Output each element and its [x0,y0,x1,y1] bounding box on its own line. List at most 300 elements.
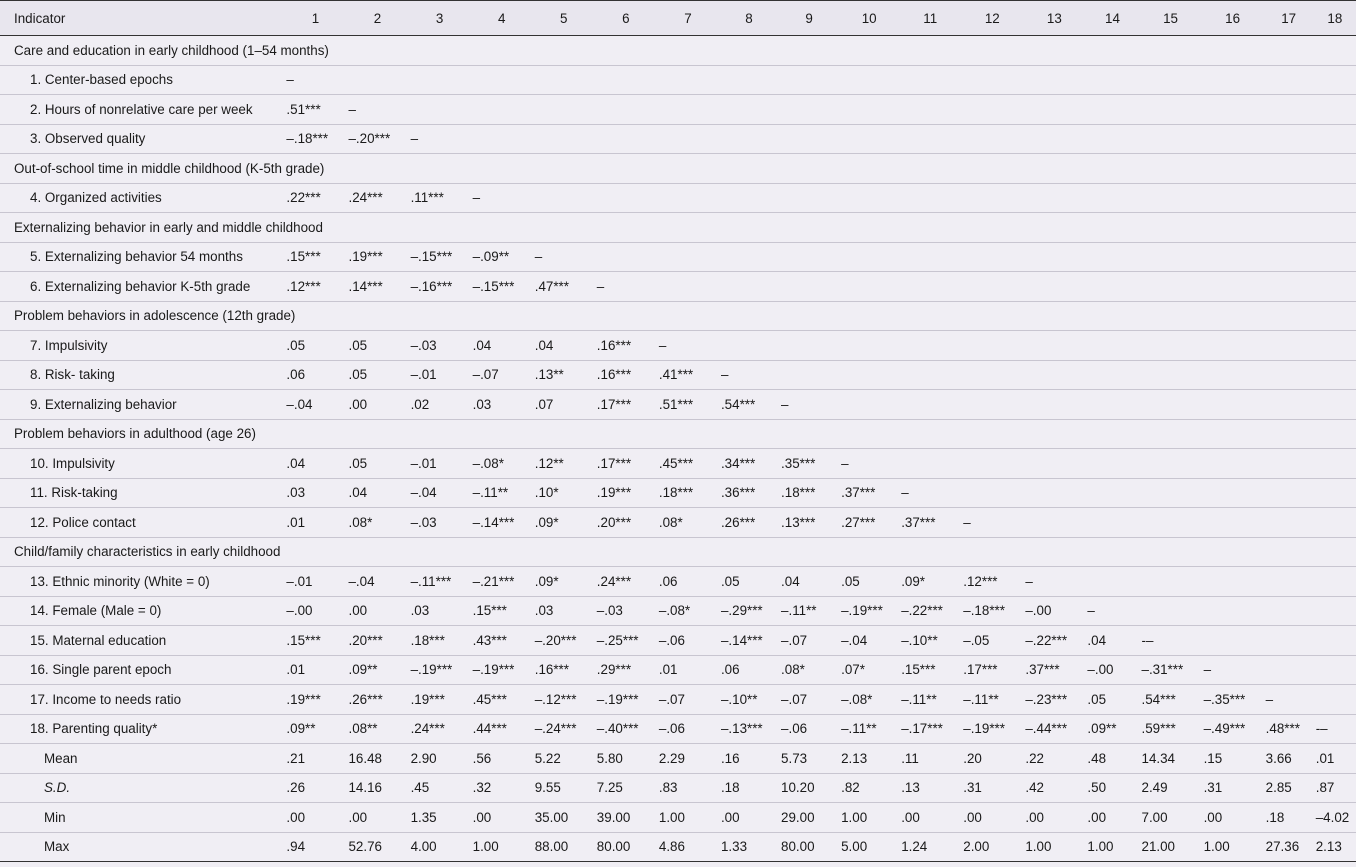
table-cell [961,95,1023,125]
table-cell [1314,685,1356,715]
table-cell [1023,95,1085,125]
table-cell: .31 [1203,780,1223,796]
table-cell: –.00 [1087,662,1114,678]
stat-label: Mean [44,750,78,766]
indicator-label: 9. Externalizing behavior [30,396,177,412]
table-cell [1202,272,1264,302]
section-row [0,419,1356,449]
table-cell [779,183,839,213]
table-cell [1140,449,1202,479]
section-row [0,537,1356,567]
table-cell: –.07 [658,691,685,707]
table-cell [1202,65,1264,95]
table-cell [899,360,961,390]
table-cell: .19*** [596,485,632,501]
table-cell: –.15*** [410,249,453,265]
table-cell: – [963,514,971,530]
table-cell: 2.90 [410,750,437,766]
table-cell: .24*** [596,573,632,589]
table-cell [899,449,961,479]
table-cell [961,183,1023,213]
table-cell: .19*** [286,691,321,707]
table-cell: –.25*** [596,632,639,648]
table-cell: –.03 [410,514,437,530]
table-cell [1023,183,1085,213]
col-header: 15 [1163,10,1178,26]
table-cell [1202,331,1264,361]
table-cell: – [658,337,667,353]
table-cell: .47*** [534,278,569,294]
table-cell [595,95,657,125]
table-cell: –.01 [410,455,437,471]
table-cell: .02 [410,396,430,412]
table-cell [346,65,408,95]
table-cell: .00 [901,809,920,825]
table-cell: 7.00 [1141,809,1168,825]
table-cell: .05 [841,573,860,589]
table-cell: .04 [348,485,368,501]
col-header: 10 [861,10,877,26]
table-cell: 2.49 [1141,780,1168,796]
table-cell: .43*** [472,632,507,648]
table-cell [961,478,1023,508]
table-cell: .16*** [596,337,632,353]
table-cell [719,272,779,302]
table-cell [779,65,839,95]
header-row [0,1,1356,36]
table-cell [961,331,1023,361]
table-cell: .00 [286,809,306,825]
table-cell: 2.85 [1265,780,1292,796]
table-cell [961,272,1023,302]
table-cell: 5.22 [534,750,561,766]
table-cell [839,95,899,125]
table-cell [719,95,779,125]
table-cell: –.18*** [963,603,1005,619]
table-cell: –.18*** [286,131,329,147]
table-cell: .94 [286,839,306,855]
table-cell: –.22*** [901,603,943,619]
table-cell [1314,567,1356,597]
table-cell: .22 [1025,750,1044,766]
table-cell: .09** [348,662,378,678]
table-cell [1264,390,1314,420]
col-header: 9 [805,10,813,26]
table-cell [899,331,961,361]
indicator-label: 13. Ethnic minority (White = 0) [30,573,210,589]
table-cell [1085,65,1139,95]
table-cell: –.11** [963,691,999,707]
table-cell [657,95,719,125]
table-cell [899,390,961,420]
table-cell [1264,65,1314,95]
col-header: 16 [1225,10,1241,26]
table-cell: .09** [286,721,316,737]
table-cell: –.07 [781,632,808,648]
table-cell: .03 [410,603,430,619]
section-label: Child/family characteristics in early childhood [14,544,281,560]
table-row [0,95,1356,125]
table-cell: –.44*** [1025,721,1068,737]
table-cell [1202,508,1264,538]
table-row [0,655,1356,685]
table-cell [839,331,899,361]
table-cell [471,95,533,125]
table-cell [1085,567,1139,597]
table-cell [1202,596,1264,626]
table-cell [471,124,533,154]
table-cell: 1.00 [841,809,868,825]
col-header: 14 [1105,10,1120,26]
table-cell: –.06 [658,721,685,737]
table-cell [1264,596,1314,626]
table-cell: –.23*** [1025,691,1068,707]
indicator-label: 2. Hours of nonrelative care per week [30,101,253,117]
indicator-label: 6. Externalizing behavior K-5th grade [30,278,251,294]
table-row [0,508,1356,538]
table-cell: – [1025,573,1033,589]
stat-row [0,832,1356,862]
table-cell: .12*** [963,573,998,589]
table-cell: – [596,278,605,294]
table-cell [1085,95,1139,125]
table-cell [839,124,899,154]
table-cell: 52.76 [348,839,382,855]
table-cell: –.10** [901,632,938,648]
table-cell [1140,272,1202,302]
table-cell [1085,508,1139,538]
col-header: 12 [984,10,1000,26]
table-cell: –.11** [472,485,509,501]
table-cell [1202,626,1264,656]
table-cell: 4.86 [658,839,685,855]
indicator-label: 18. Parenting quality* [30,721,158,737]
table-cell: .15*** [472,603,507,619]
table-cell: 1.00 [1025,839,1052,855]
table-cell: .05 [348,367,368,383]
table-cell: –.04 [286,396,313,412]
section-label: Problem behaviors in adolescence (12th grade) [14,308,296,324]
table-cell [1140,65,1202,95]
table-cell: –.11** [841,721,877,737]
section-label: Problem behaviors in adulthood (age 26) [14,426,256,442]
table-cell: –.49*** [1203,721,1246,737]
stat-row [0,773,1356,803]
table-cell: .05 [348,337,368,353]
table-cell: –.05 [963,632,990,648]
table-cell: .04 [472,337,492,353]
table-cell: –.06 [781,721,808,737]
table-cell: .08* [348,514,373,530]
table-cell [471,65,533,95]
indicator-label: 12. Police contact [30,514,136,530]
table-cell: .12*** [286,278,321,294]
table-cell [1264,449,1314,479]
table-cell: .37*** [1025,662,1060,678]
table-cell [779,242,839,272]
table-cell: .06 [658,573,678,589]
table-cell [533,124,595,154]
table-cell: .19*** [348,249,383,265]
table-cell [1023,360,1085,390]
table-cell [1023,449,1085,479]
table-cell: –.14*** [720,632,763,648]
section-row [0,154,1356,184]
table-cell [1140,183,1202,213]
table-cell: .87 [1315,780,1335,796]
table-cell [839,272,899,302]
table-cell: – [286,72,294,88]
section-row [0,213,1356,243]
table-cell: –.29*** [720,603,763,619]
table-cell: .31 [963,780,982,796]
col-header: 11 [923,10,938,26]
indicator-label: 10. Impulsivity [30,455,115,471]
table-cell: .12** [534,455,564,471]
table-cell: .15*** [901,662,936,678]
table-cell [1085,390,1139,420]
indicator-label: 5. Externalizing behavior 54 months [30,249,243,265]
stat-label: Min [44,809,66,825]
table-cell [899,183,961,213]
table-cell [961,242,1023,272]
table-cell [1264,95,1314,125]
table-cell: .48 [1087,750,1107,766]
col-header: 1 [311,10,320,26]
table-cell [839,390,899,420]
table-cell: .01 [1315,750,1335,766]
table-cell: .82 [841,780,860,796]
table-cell [1314,626,1356,656]
table-cell: .07* [841,662,865,678]
table-cell: .00 [348,809,368,825]
table-cell: .18*** [410,632,445,648]
table-cell: .09** [1087,721,1117,737]
table-cell: .59*** [1141,721,1176,737]
table-cell [839,242,899,272]
table-cell: –.07 [781,691,808,707]
table-cell: 14.34 [1141,750,1176,766]
stat-row [0,803,1356,833]
table-cell: 1.33 [720,839,748,855]
table-cell: – [1203,662,1212,678]
col-header: 17 [1281,10,1297,26]
table-cell [1202,183,1264,213]
table-cell [1314,65,1356,95]
table-cell [1202,360,1264,390]
table-cell: .24*** [410,721,445,737]
table-cell: –.19*** [410,662,453,678]
indicator-label: 4. Organized activities [30,190,162,206]
table-cell [1314,596,1356,626]
section-label: Externalizing behavior in early and middle childhood [14,219,323,235]
table-cell: –.11** [781,603,817,619]
indicator-label: 16. Single parent epoch [30,662,172,678]
table-cell [1202,478,1264,508]
table-cell [719,65,779,95]
table-cell: .00 [472,809,492,825]
table-cell: .08* [781,662,805,678]
table-cell [719,183,779,213]
col-header: 7 [684,10,692,26]
table-cell: .48*** [1265,721,1300,737]
table-cell: –.21*** [472,573,515,589]
table-cell: .04 [286,455,306,471]
table-cell [1085,449,1139,479]
table-cell [1314,449,1356,479]
table-cell [1023,478,1085,508]
table-cell [1140,242,1202,272]
table-cell [899,124,961,154]
table-cell: .24*** [348,190,383,206]
table-cell [657,183,719,213]
table-cell: 2.29 [658,750,685,766]
table-cell [1202,567,1264,597]
table-cell: 16.48 [348,750,382,766]
table-cell: 7.25 [596,780,623,796]
table-cell [595,183,657,213]
table-cell: – [472,190,481,206]
table-cell [657,272,719,302]
table-cell: – [348,101,356,117]
col-header: 2 [373,10,382,26]
table-cell [961,65,1023,95]
table-cell: .03 [472,396,492,412]
table-cell [533,183,595,213]
table-cell: –.22*** [1025,632,1068,648]
table-cell [779,95,839,125]
table-cell: .01 [658,662,678,678]
table-cell [1314,360,1356,390]
table-cell: –.11** [901,691,937,707]
table-cell: –.04 [348,573,375,589]
table-cell: .20*** [348,632,383,648]
table-cell [961,390,1023,420]
table-row [0,242,1356,272]
table-cell [839,183,899,213]
table-cell [779,360,839,390]
indicator-label: 11. Risk-taking [30,485,118,501]
table-cell: .03 [534,603,554,619]
table-cell: .54*** [720,396,756,412]
table-cell: .26*** [348,691,383,707]
table-cell [1202,124,1264,154]
table-cell: –.12*** [534,691,577,707]
table-cell [1264,655,1314,685]
table-cell [719,124,779,154]
table-cell: –.00 [1025,603,1052,619]
table-row [0,65,1356,95]
table-cell [1023,508,1085,538]
table-cell [1314,242,1356,272]
table-cell [1085,272,1139,302]
table-cell: 2.00 [963,839,990,855]
stat-row [0,744,1356,774]
table-cell: .18 [1265,809,1285,825]
indicator-header: Indicator [14,10,66,26]
table-cell [1140,95,1202,125]
table-cell: .18*** [658,485,694,501]
table-cell: .26 [286,780,306,796]
col-header: 5 [560,10,568,26]
table-cell: .14*** [348,278,383,294]
table-cell [1140,478,1202,508]
table-cell [1202,95,1264,125]
table-cell: –.06 [658,632,685,648]
table-cell: .17*** [596,396,632,412]
table-cell [1140,124,1202,154]
table-cell: .50 [1087,780,1107,796]
table-cell: – [841,455,849,471]
indicator-label: 17. Income to needs ratio [30,691,182,707]
table-row [0,626,1356,656]
table-cell: .45 [410,780,430,796]
table-cell [657,124,719,154]
table-cell [595,124,657,154]
table-cell [1023,331,1085,361]
table-row [0,272,1356,302]
table-cell: – [781,396,789,412]
table-cell [1023,242,1085,272]
table-cell [1314,124,1356,154]
table-cell: .11*** [410,190,444,206]
table-cell: .01 [286,662,306,678]
table-cell: .04 [1087,632,1107,648]
table-cell [1085,242,1139,272]
table-cell [1314,478,1356,508]
table-row [0,714,1356,744]
table-cell: .15*** [286,249,321,265]
table-cell: –.14*** [472,514,515,530]
table-row [0,596,1356,626]
table-cell [1264,272,1314,302]
table-cell [1085,331,1139,361]
table-cell [779,331,839,361]
table-cell [1264,508,1314,538]
table-cell: –.19*** [596,691,639,707]
table-cell: .15*** [286,632,321,648]
table-cell: .13** [534,367,564,383]
table-cell: 5.00 [841,839,868,855]
indicator-label: 3. Observed quality [30,131,146,147]
table-cell: –.10** [720,691,758,707]
table-cell: –.13*** [720,721,763,737]
table-cell: .04 [534,337,554,353]
table-cell: .03 [286,485,306,501]
table-cell: –.09** [472,249,510,265]
indicator-label: 14. Female (Male = 0) [30,603,162,619]
table-cell: -– [1141,632,1154,648]
table-cell: .22*** [286,190,321,206]
table-cell [1264,360,1314,390]
table-cell [1264,331,1314,361]
table-cell: .00 [348,396,368,412]
table-cell: –.24*** [534,721,577,737]
table-cell [899,242,961,272]
table-cell: .45*** [658,455,694,471]
table-cell [1314,655,1356,685]
table-cell: .01 [286,514,306,530]
table-cell: .51*** [286,101,321,117]
table-cell: 80.00 [781,839,815,855]
table-cell: .18*** [781,485,816,501]
table-cell: .34*** [720,455,756,471]
table-cell [1140,360,1202,390]
table-cell: .00 [1025,809,1044,825]
table-cell: –.11*** [410,573,452,589]
table-cell [1314,183,1356,213]
indicator-label: 1. Center-based epochs [30,72,173,88]
